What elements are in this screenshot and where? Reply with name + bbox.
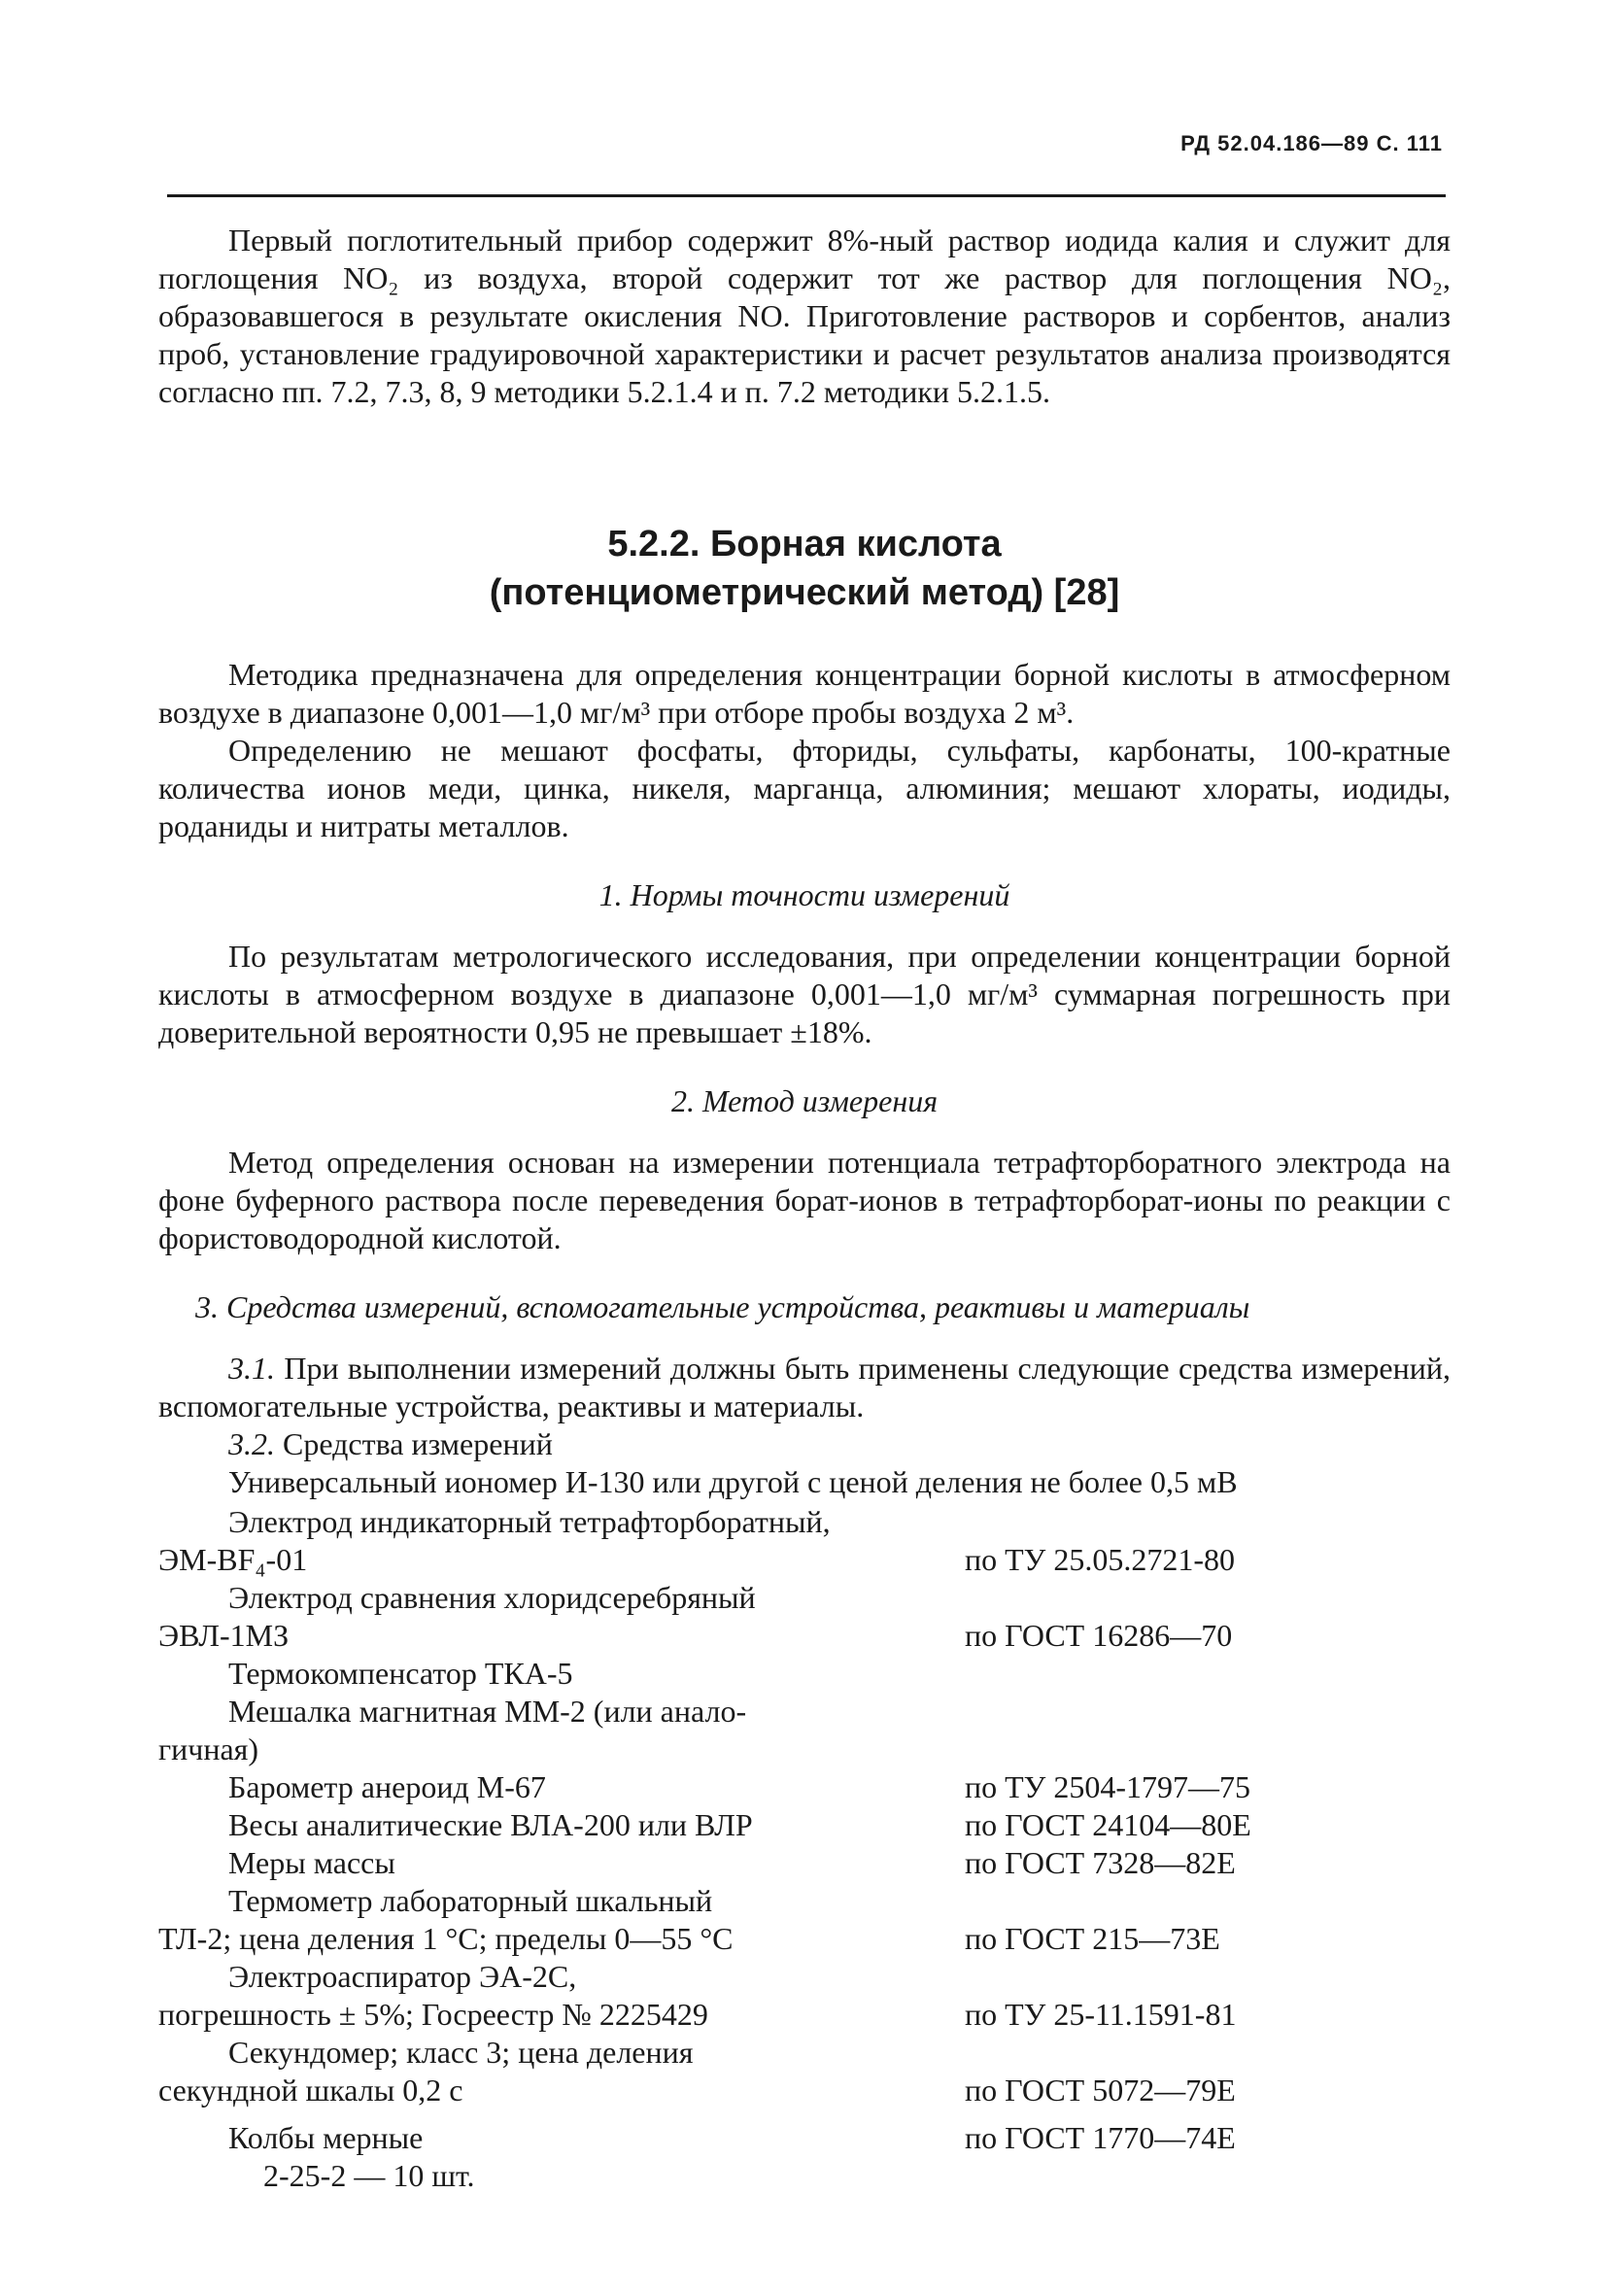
method-intro-paragraph-1: Методика предназначена для определения концентрации борной кислоты в атмосферном воздухе в диапазоне 0,001—1,0 мг/м³ при отборе пробы воздуха 2 м³. [158, 657, 1451, 730]
page-content [158, 222, 1451, 2195]
equipment-name-cont: ЭВЛ-1МЗ [158, 1618, 290, 1653]
equipment-name: Мешалка магнитная ММ-2 (или анало- [228, 1694, 747, 1729]
subsection-1-text: По результатам метрологического исследования, при определении концентрации борной кислоты в атмосферном воздухе в диапазоне 0,001—1,0 мг/м³ суммарная погрешность при доверительной вероятности 0,95 не превышает ±18%. [158, 939, 1451, 1049]
equipment-reference: по ГОСТ 1770—74Е [965, 2120, 1236, 2155]
equipment-name-cont: ТЛ-2; цена деления 1 °С; пределы 0—55 °С [158, 1921, 734, 1956]
equipment-name: Электрод сравнения хлоридсеребряный [228, 1580, 756, 1615]
equipment-name: Секундомер; класс 3; цена деления [228, 2035, 694, 2070]
equipment-reference: по ГОСТ 24104—80Е [965, 1807, 1251, 1842]
equipment-name: Термометр лабораторный шкальный [228, 1883, 713, 1918]
equipment-reference: по ТУ 25-11.1591-81 [965, 1997, 1237, 2032]
paragraph-3-1-text: При выполнении измерений должны быть применены следующие средства измерений, вспомогательные устройства, реактивы и материалы. [158, 1351, 1452, 1423]
ionomer-line: Универсальный иономер И-130 или другой с ценой деления не более 0,5 мВ [228, 1464, 1238, 1499]
equipment-name-cont: секундной шкалы 0,2 с [158, 2073, 463, 2108]
section-title-line2: (потенциометрический метод) [28] [489, 572, 1120, 613]
equipment-list [158, 1503, 1451, 2195]
equipment-name: Меры массы [228, 1845, 395, 1880]
equipment-item [158, 1958, 1451, 2034]
equipment-item [158, 1503, 1451, 1579]
paragraph-3-1 [158, 1350, 1451, 1425]
equipment-item [158, 2034, 1451, 2109]
paragraph-3-2-text: Средства измерений [283, 1426, 553, 1461]
header-rule [167, 194, 1446, 197]
equipment-reference: по ГОСТ 7328—82Е [965, 1845, 1236, 1880]
equipment-item [158, 1693, 1451, 1768]
equipment-reference: по ГОСТ 215—73Е [965, 1921, 1220, 1956]
equipment-name-cont: 2-25-2 — 10 шт. [263, 2158, 475, 2193]
equipment-item [158, 1882, 1451, 1958]
subsection-1-title: 1. Нормы точности измерений [598, 877, 1010, 912]
intro-paragraph: Первый поглотительный прибор содержит 8%-ный раствор иодида калия и служит для поглощения NO₂ из воздуха, второй содержит тот же раствор для поглощения NO₂, образовавшегося в результате окисления NO. Приготовление растворов и сорбентов, анализ проб, установление градуировочной характеристики и расчет результатов анализа производятся согласно пп. 7.2, 7.3, 8, 9 методики 5.2.1.4 и п. 7.2 методики 5.2.1.5. [158, 223, 1451, 409]
equipment-name-cont: погрешность ± 5%; Госреестр № 2225429 [158, 1997, 708, 2032]
running-header: РД 52.04.186—89 С. 111 [1180, 131, 1443, 155]
subsection-2-title: 2. Метод измерения [670, 1083, 939, 1118]
section-heading [158, 520, 1451, 617]
paragraph-3-2-number: 3.2. [228, 1426, 275, 1461]
paragraph-3-2 [158, 1425, 1451, 1463]
equipment-item [158, 1844, 1451, 1882]
equipment-name: Электрод индикаторный тетрафторборатный, [228, 1504, 831, 1539]
equipment-item [158, 1579, 1451, 1655]
equipment-item [158, 2119, 1451, 2195]
equipment-reference: по ГОСТ 16286—70 [965, 1618, 1233, 1653]
method-intro-paragraph-2: Определению не мешают фосфаты, фториды, сульфаты, карбонаты, 100-кратные количества ионов меди, цинка, никеля, марганца, алюминия; мешают хлораты, иодиды, роданиды и нитраты металлов. [158, 733, 1451, 843]
equipment-item [158, 1806, 1451, 1844]
equipment-name: Весы аналитические ВЛА-200 или ВЛР [228, 1807, 753, 1842]
equipment-name: Электроаспиратор ЭА-2С, [228, 1959, 577, 1994]
equipment-item [158, 1768, 1451, 1806]
equipment-reference: по ГОСТ 5072—79Е [965, 2073, 1236, 2108]
equipment-name-cont: ЭМ-BF₄-01 [158, 1542, 308, 1577]
equipment-name: Термокомпенсатор ТКА-5 [228, 1656, 573, 1691]
subsection-2-text: Метод определения основан на измерении потенциала тетрафторборатного электрода на фоне буферного раствора после переведения борат-ионов в тетрафторборат-ионы по реакции с фористоводородной кислотой. [158, 1145, 1451, 1255]
equipment-reference: по ТУ 2504-1797—75 [965, 1769, 1250, 1804]
section-title-line1: 5.2.2. Борная кислота [607, 524, 1002, 565]
equipment-name: Барометр анероид М-67 [228, 1769, 546, 1804]
paragraph-3-1-number: 3.1. [228, 1351, 275, 1386]
equipment-item [158, 1655, 1451, 1693]
subsection-3-title: 3. Средства измерений, вспомогательные устройства, реактивы и материалы [195, 1289, 1250, 1324]
equipment-name-cont: гичная) [158, 1731, 259, 1766]
equipment-name: Колбы мерные [228, 2120, 424, 2155]
equipment-reference: по ТУ 25.05.2721-80 [965, 1542, 1235, 1577]
